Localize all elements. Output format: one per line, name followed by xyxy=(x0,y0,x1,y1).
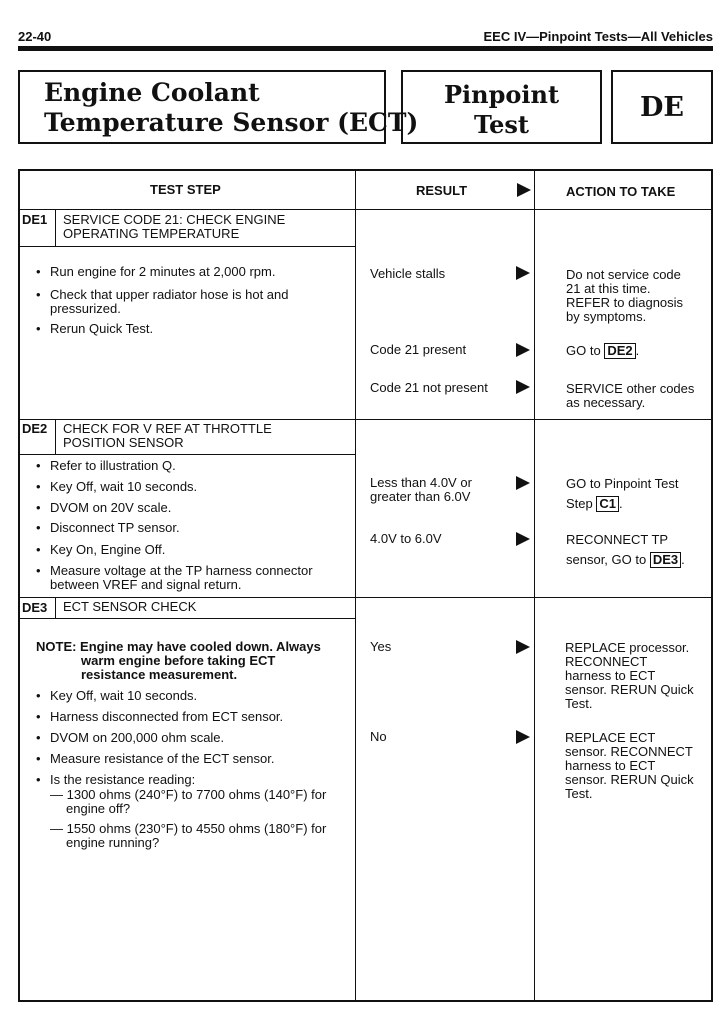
de1-bottom-rule xyxy=(18,419,713,420)
subitem-line: — 1550 ohms (230°F) to 4550 ohms (180°F) for xyxy=(50,821,327,836)
de3-subitem xyxy=(50,822,326,850)
step-ref-de2[interactable]: DE2 xyxy=(604,343,635,359)
subitem-line: engine running? xyxy=(66,835,160,850)
header-row-divider xyxy=(18,209,713,210)
action-line: REPLACE processor. xyxy=(565,640,690,655)
de1-title-rule xyxy=(56,246,355,247)
de2-title xyxy=(63,422,272,450)
action-line xyxy=(566,552,685,568)
de1-result-not-present: Code 21 not present xyxy=(370,380,488,395)
de3-note xyxy=(36,640,321,682)
de2-bottom-rule xyxy=(18,597,713,598)
de2-title-rule xyxy=(56,454,355,455)
col-header-action: ACTION TO TAKE xyxy=(566,184,676,199)
pinpoint-line1: Pinpoint xyxy=(443,80,560,109)
action-line: sensor. RECONNECT xyxy=(565,744,693,759)
de2-step: • Measure voltage at the TP harness connector xyxy=(50,564,313,578)
header-rule xyxy=(18,46,713,51)
de2-step-cont: between VREF and signal return. xyxy=(50,577,242,592)
test-code: DE xyxy=(640,92,684,123)
action-text: . xyxy=(681,552,685,567)
de3-action-yes xyxy=(565,641,694,711)
action-text: . xyxy=(619,496,623,511)
action-line: REFER to diagnosis xyxy=(566,295,684,310)
action-line: as necessary. xyxy=(566,395,646,410)
title-line2: Temperature Sensor (ECT) xyxy=(44,108,419,137)
de1-title-line2: OPERATING TEMPERATURE xyxy=(63,226,240,241)
note-line: NOTE: Engine may have cooled down. Always xyxy=(36,639,321,654)
de2-tag: DE2 xyxy=(22,421,48,436)
section-title: EEC IV—Pinpoint Tests—All Vehicles xyxy=(483,29,713,44)
de2-action-goto-c1 xyxy=(566,477,679,512)
de1-title xyxy=(63,213,285,241)
action-line: Test. xyxy=(565,786,593,801)
de2-action-goto-de3 xyxy=(566,533,685,568)
pinpoint-line2: Test xyxy=(474,110,529,139)
action-line: GO to Pinpoint Test xyxy=(566,476,679,491)
de1-tag: DE1 xyxy=(22,212,48,227)
de2-result-out-of-range xyxy=(370,476,472,504)
action-line: SERVICE other codes xyxy=(566,381,695,396)
action-text: GO to xyxy=(566,343,601,358)
action-line: 21 at this time. xyxy=(566,281,651,296)
result-line: Less than 4.0V or xyxy=(370,475,472,490)
de3-tag: DE3 xyxy=(22,600,48,615)
de1-action-service xyxy=(566,382,694,410)
de1-step: • Rerun Quick Test. xyxy=(50,322,153,336)
arrow-icon xyxy=(516,343,530,357)
action-line: by symptoms. xyxy=(566,309,647,324)
de1-action-goto xyxy=(566,343,639,359)
de2-step: • Refer to illustration Q. xyxy=(50,459,176,473)
de3-action-no xyxy=(565,731,694,801)
action-line: RECONNECT TP xyxy=(566,532,669,547)
step-ref-c1[interactable]: C1 xyxy=(596,496,619,512)
de3-step: • Key Off, wait 10 seconds. xyxy=(50,689,197,703)
column-divider-2 xyxy=(534,169,535,1002)
de2-step: • Key On, Engine Off. xyxy=(50,543,165,557)
action-text: Step xyxy=(566,496,593,511)
de2-title-line1: CHECK FOR V REF AT THROTTLE xyxy=(63,421,272,436)
action-line: RECONNECT xyxy=(565,654,648,669)
action-line: Do not service code xyxy=(566,267,681,282)
action-line: Test. xyxy=(565,696,593,711)
result-line: greater than 6.0V xyxy=(370,489,471,504)
de1-step: • Check that upper radiator hose is hot and xyxy=(50,288,288,302)
action-text: sensor, GO to xyxy=(566,552,647,567)
action-line: REPLACE ECT xyxy=(565,730,656,745)
col-header-test-step: TEST STEP xyxy=(150,182,221,197)
action-line xyxy=(566,496,679,512)
de2-step: • Key Off, wait 10 seconds. xyxy=(50,480,197,494)
arrow-icon xyxy=(516,730,530,744)
action-line: harness to ECT xyxy=(565,758,656,773)
de2-result-in-range: 4.0V to 6.0V xyxy=(370,531,442,546)
arrow-icon xyxy=(516,380,530,394)
pinpoint-label xyxy=(401,80,602,140)
action-text: . xyxy=(635,343,640,358)
col-header-result: RESULT xyxy=(416,183,468,198)
de3-step: • DVOM on 200,000 ohm scale. xyxy=(50,731,224,745)
de3-title: ECT SENSOR CHECK xyxy=(63,599,197,614)
arrow-icon xyxy=(517,183,531,197)
note-line: warm engine before taking ECT xyxy=(81,653,276,668)
page-number: 22-40 xyxy=(18,29,52,44)
subitem-line: engine off? xyxy=(66,801,131,816)
de3-step: • Harness disconnected from ECT sensor. xyxy=(50,710,283,724)
arrow-icon xyxy=(516,640,530,654)
de1-result-stalls: Vehicle stalls xyxy=(370,266,446,281)
de1-title-line1: SERVICE CODE 21: CHECK ENGINE xyxy=(63,212,286,227)
action-line: harness to ECT xyxy=(565,668,656,683)
de3-title-rule xyxy=(56,618,355,619)
column-divider-1 xyxy=(355,169,356,1002)
de3-subitem xyxy=(50,788,326,816)
subitem-line: — 1300 ohms (240°F) to 7700 ohms (140°F) for xyxy=(50,787,327,802)
step-ref-de3[interactable]: DE3 xyxy=(650,552,681,568)
arrow-icon xyxy=(516,476,530,490)
de1-step: • Run engine for 2 minutes at 2,000 rpm. xyxy=(50,265,275,279)
note-line: resistance measurement. xyxy=(81,667,238,682)
arrow-icon xyxy=(516,532,530,546)
de2-step: • DVOM on 20V scale. xyxy=(50,501,171,515)
action-line: sensor. RERUN Quick xyxy=(565,772,694,787)
de3-result-yes: Yes xyxy=(370,639,392,654)
de1-action-stalls xyxy=(566,268,683,324)
de1-step-cont: pressurized. xyxy=(50,301,121,316)
title-line1: Engine Coolant xyxy=(44,78,260,107)
de1-result-code21: Code 21 present xyxy=(370,342,467,357)
de3-step: • Measure resistance of the ECT sensor. xyxy=(50,752,274,766)
arrow-icon xyxy=(516,266,530,280)
action-line: sensor. RERUN Quick xyxy=(565,682,694,697)
de2-title-line2: POSITION SENSOR xyxy=(63,435,184,450)
page-title xyxy=(44,78,418,138)
de2-step: • Disconnect TP sensor. xyxy=(50,521,180,535)
de3-result-no: No xyxy=(370,729,387,744)
de3-step: • Is the resistance reading: xyxy=(50,773,195,787)
